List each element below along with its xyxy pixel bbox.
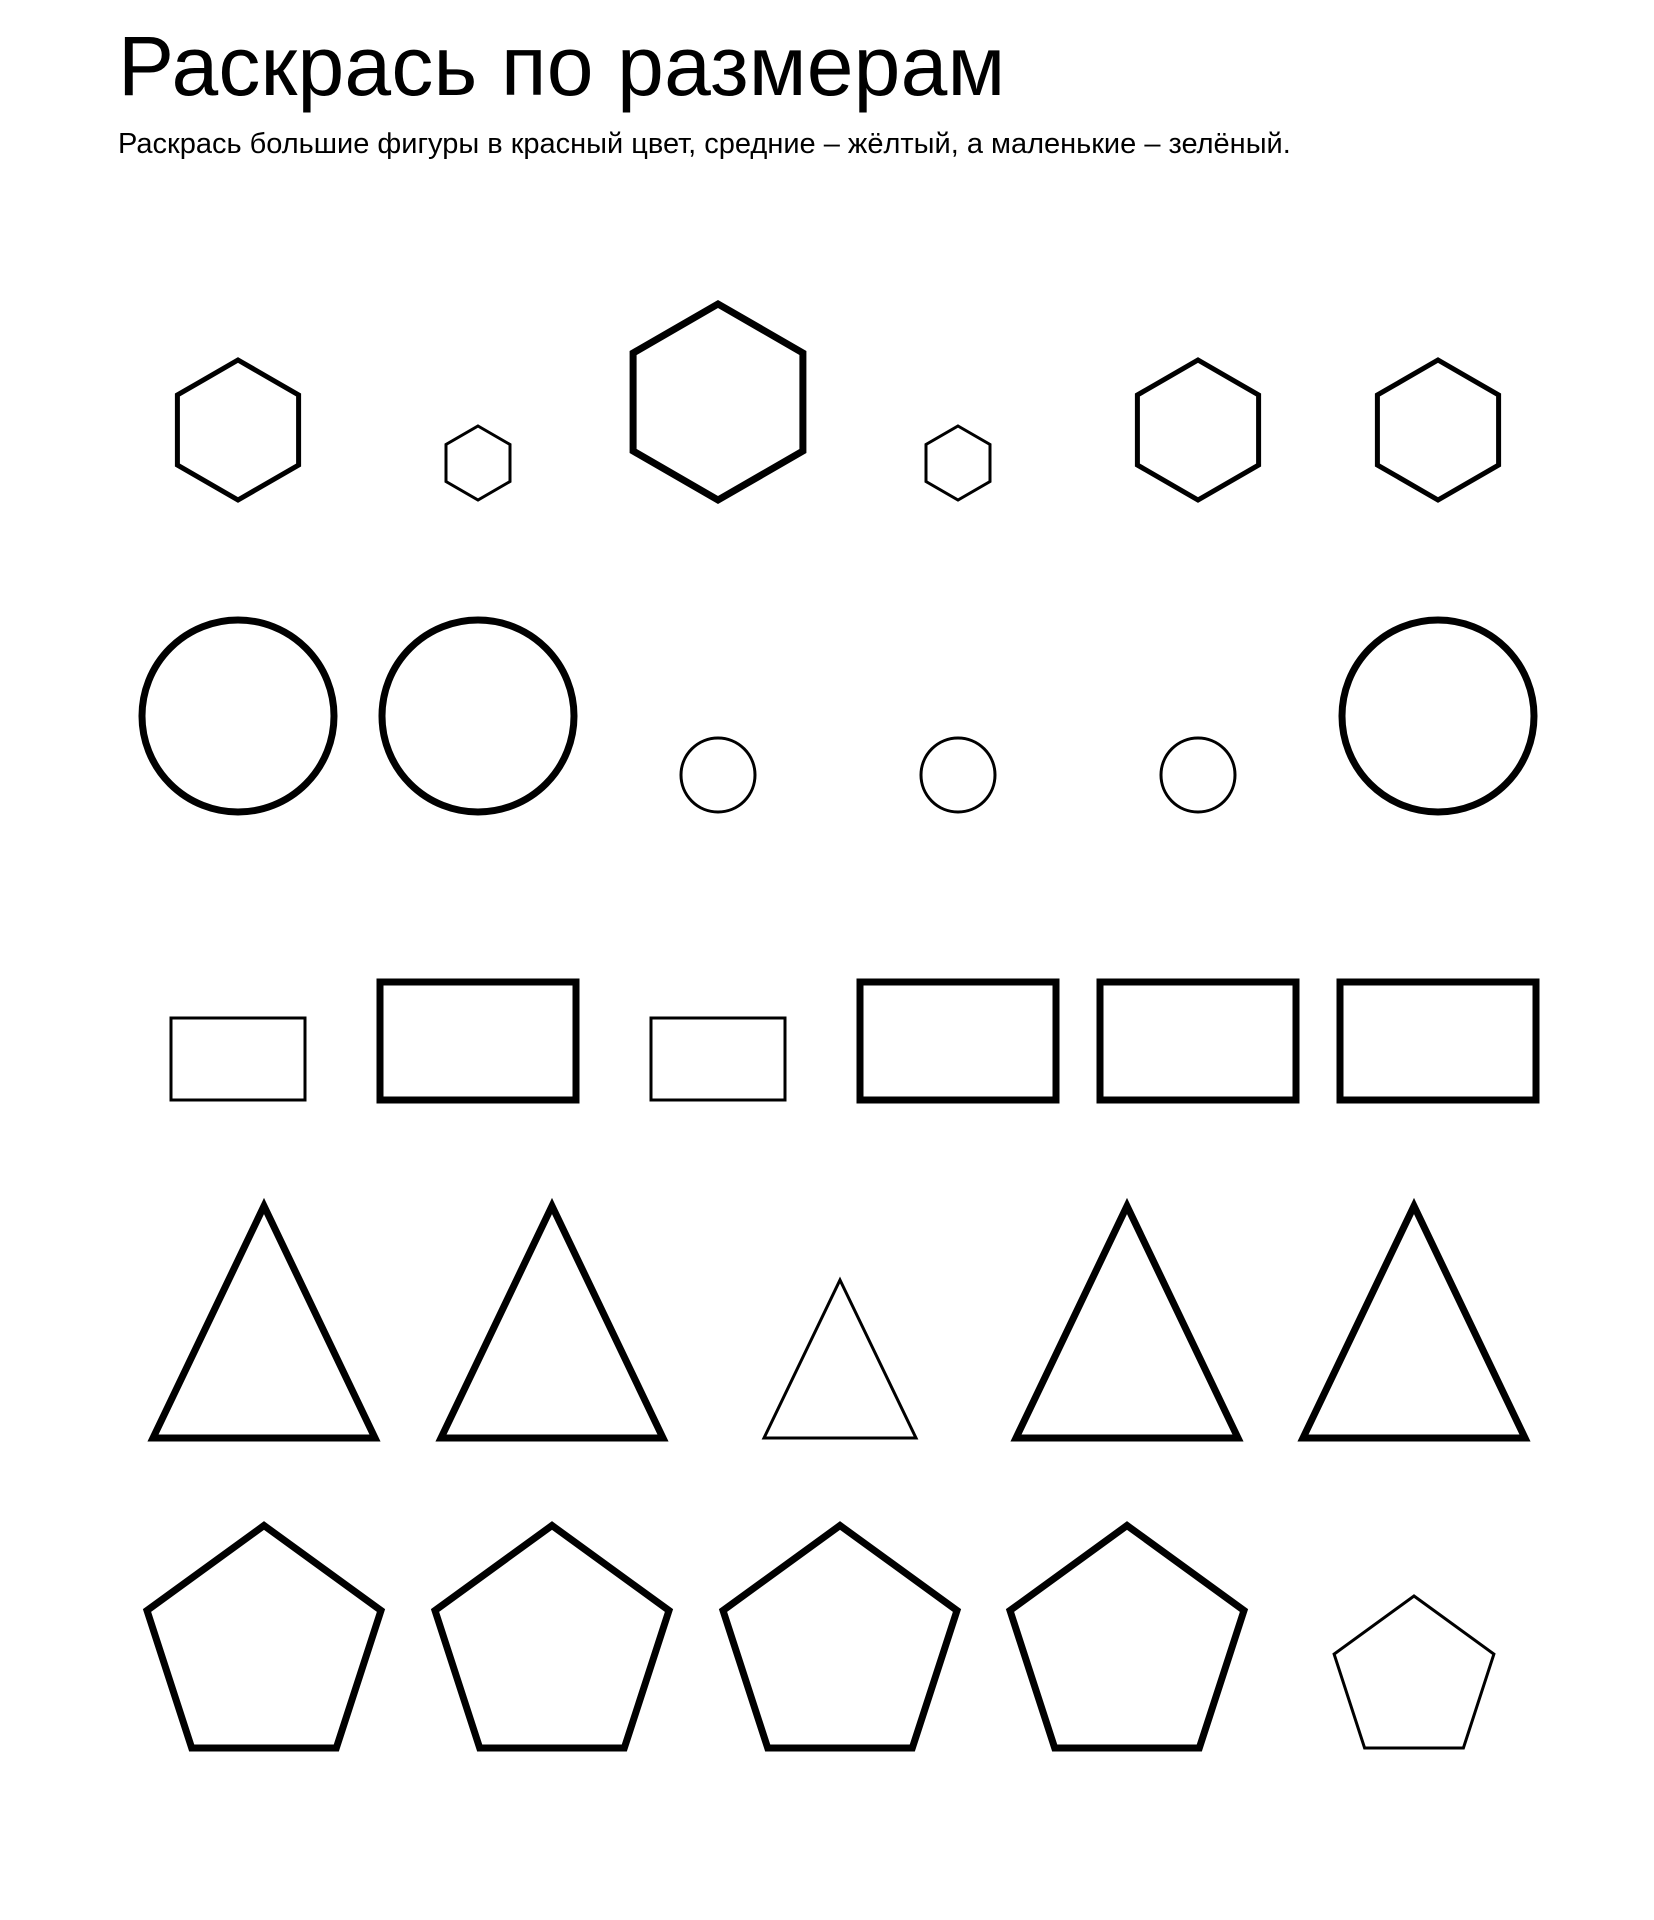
circle-row	[142, 620, 1534, 812]
hexagon-row	[177, 304, 1498, 500]
instructions-text: Раскрась большие фигуры в красный цвет, средние – жёлтый, а маленькие – зелёный.	[118, 128, 1291, 160]
small-circle[interactable]	[1161, 738, 1235, 812]
big-hexagon[interactable]	[633, 304, 803, 500]
triangle-row	[153, 1206, 1525, 1438]
big-circle[interactable]	[142, 620, 334, 812]
big-pentagon[interactable]	[147, 1526, 381, 1749]
big-pentagon[interactable]	[723, 1526, 957, 1749]
pentagon-row	[147, 1526, 1494, 1749]
small-circle[interactable]	[681, 738, 755, 812]
small-hexagon[interactable]	[926, 426, 990, 500]
medium-hexagon[interactable]	[1137, 360, 1258, 500]
big-pentagon[interactable]	[435, 1526, 669, 1749]
small-rectangle[interactable]	[651, 1018, 785, 1100]
small-triangle[interactable]	[764, 1280, 916, 1438]
big-rectangle[interactable]	[1100, 982, 1296, 1100]
big-rectangle[interactable]	[860, 982, 1056, 1100]
big-circle[interactable]	[382, 620, 574, 812]
medium-hexagon[interactable]	[1377, 360, 1498, 500]
small-rectangle[interactable]	[171, 1018, 305, 1100]
rectangle-row	[171, 982, 1536, 1100]
big-rectangle[interactable]	[1340, 982, 1536, 1100]
small-circle[interactable]	[921, 738, 995, 812]
big-triangle[interactable]	[1303, 1206, 1525, 1438]
big-pentagon[interactable]	[1010, 1526, 1244, 1749]
medium-hexagon[interactable]	[177, 360, 298, 500]
small-pentagon[interactable]	[1334, 1596, 1494, 1748]
big-triangle[interactable]	[1016, 1206, 1238, 1438]
big-circle[interactable]	[1342, 620, 1534, 812]
page-title: Раскрась по размерам	[118, 19, 1006, 113]
big-triangle[interactable]	[441, 1206, 663, 1438]
big-triangle[interactable]	[153, 1206, 375, 1438]
big-rectangle[interactable]	[380, 982, 576, 1100]
small-hexagon[interactable]	[446, 426, 510, 500]
